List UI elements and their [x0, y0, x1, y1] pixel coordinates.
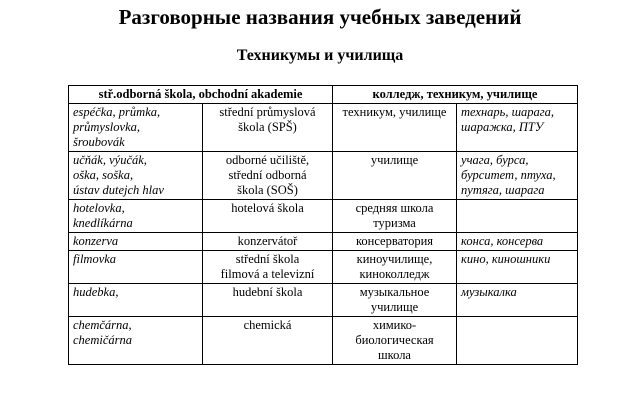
- cell-line: střední odborná: [228, 168, 307, 182]
- cell-line: hudebka,: [73, 285, 119, 299]
- cell-czech-colloquial: [69, 104, 203, 152]
- cell-line: ústav dutejch hlav: [73, 183, 164, 197]
- cell-russian-colloquial: [457, 251, 578, 284]
- cell-line: музыкалка: [461, 285, 517, 299]
- cell-line: учага, бурса,: [461, 153, 529, 167]
- cell-line: путяга, шарага: [461, 183, 545, 197]
- table-row: [69, 251, 578, 284]
- page-title: Разговорные названия учебных заведений: [118, 5, 522, 29]
- cell-line: школа: [378, 348, 411, 362]
- cell-russian-official: [333, 104, 457, 152]
- cell-russian-colloquial: [457, 233, 578, 251]
- cell-czech-official: [203, 152, 333, 200]
- cell-czech-colloquial: [69, 233, 203, 251]
- cell-line: střední škola: [235, 252, 300, 266]
- cell-russian-colloquial: [457, 152, 578, 200]
- cell-line: chemičárna: [73, 333, 133, 347]
- cell-czech-official: [203, 317, 333, 365]
- cell-line: chemická: [243, 318, 292, 332]
- cell-czech-official: [203, 284, 333, 317]
- cell-czech-colloquial: [69, 317, 203, 365]
- cell-czech-colloquial: [69, 200, 203, 233]
- section-title: Техникумы и училища: [236, 47, 404, 64]
- cell-line: konzerva: [73, 234, 119, 248]
- cell-line: knedlíkárna: [73, 216, 133, 230]
- cell-line: консерватория: [355, 234, 434, 248]
- cell-line: hudební škola: [232, 285, 303, 299]
- cell-czech-official: [203, 233, 333, 251]
- cell-russian-official: [333, 152, 457, 200]
- cell-russian-official: [333, 200, 457, 233]
- cell-czech-official: [203, 200, 333, 233]
- cell-russian-official: [333, 251, 457, 284]
- cell-line: učňák, výučák,: [73, 153, 147, 167]
- table-row: [69, 284, 578, 317]
- cell-line: технарь, шарага,: [461, 105, 555, 119]
- cell-line: hotelovka,: [73, 201, 125, 215]
- cell-line: espéčka, průmka,: [73, 105, 161, 119]
- table-row: [69, 152, 578, 200]
- cell-line: filmová a televizní: [220, 267, 315, 281]
- cell-line: průmyslovka,: [73, 120, 140, 134]
- cell-czech-colloquial: [69, 251, 203, 284]
- cell-line: туризма: [373, 216, 416, 230]
- cell-czech-colloquial: [69, 152, 203, 200]
- cell-line: конса, консерва: [461, 234, 544, 248]
- cell-russian-official: [333, 317, 457, 365]
- cell-line: биологическая: [355, 333, 434, 347]
- cell-russian-official: [333, 284, 457, 317]
- header-czech: stř.odborná škola, obchodní akademie: [69, 86, 333, 104]
- cell-line: konzervátoř: [237, 234, 298, 248]
- cell-russian-colloquial: [457, 200, 578, 233]
- cell-line: oška, soška,: [73, 168, 134, 182]
- table-row: [69, 233, 578, 251]
- cell-line: кино, киношники: [461, 252, 551, 266]
- cell-line: музыкальное: [359, 285, 430, 299]
- cell-line: химико-: [372, 318, 417, 332]
- cell-line: средняя школа: [355, 201, 434, 215]
- table-body: [69, 104, 578, 365]
- header-russian: колледж, техникум, училище: [333, 86, 578, 104]
- cell-line: шаражка, ПТУ: [461, 120, 544, 134]
- cell-russian-colloquial: [457, 284, 578, 317]
- cell-russian-colloquial: [457, 104, 578, 152]
- cell-line: šroubovák: [73, 135, 125, 149]
- cell-line: училище: [370, 153, 419, 167]
- cell-line: киноколледж: [359, 267, 430, 281]
- schools-table: [68, 85, 578, 365]
- cell-czech-official: [203, 251, 333, 284]
- cell-line: киноучилище,: [356, 252, 433, 266]
- cell-line: училище: [370, 300, 419, 314]
- cell-line: chemčárna,: [73, 318, 132, 332]
- cell-line: бурситет, птуха,: [461, 168, 556, 182]
- cell-czech-official: [203, 104, 333, 152]
- table-row: [69, 200, 578, 233]
- cell-line: střední průmyslová: [219, 105, 316, 119]
- cell-line: техникум, училище: [342, 105, 447, 119]
- cell-line: odborné učiliště,: [225, 153, 310, 167]
- cell-russian-colloquial: [457, 317, 578, 365]
- cell-line: hotelová škola: [231, 201, 304, 215]
- table-header-row: [69, 86, 578, 104]
- cell-czech-colloquial: [69, 284, 203, 317]
- cell-line: filmovka: [73, 252, 117, 266]
- table-row: [69, 104, 578, 152]
- cell-russian-official: [333, 233, 457, 251]
- table-row: [69, 317, 578, 365]
- cell-line: škola (SOŠ): [237, 183, 298, 197]
- cell-line: škola (SPŠ): [238, 120, 297, 134]
